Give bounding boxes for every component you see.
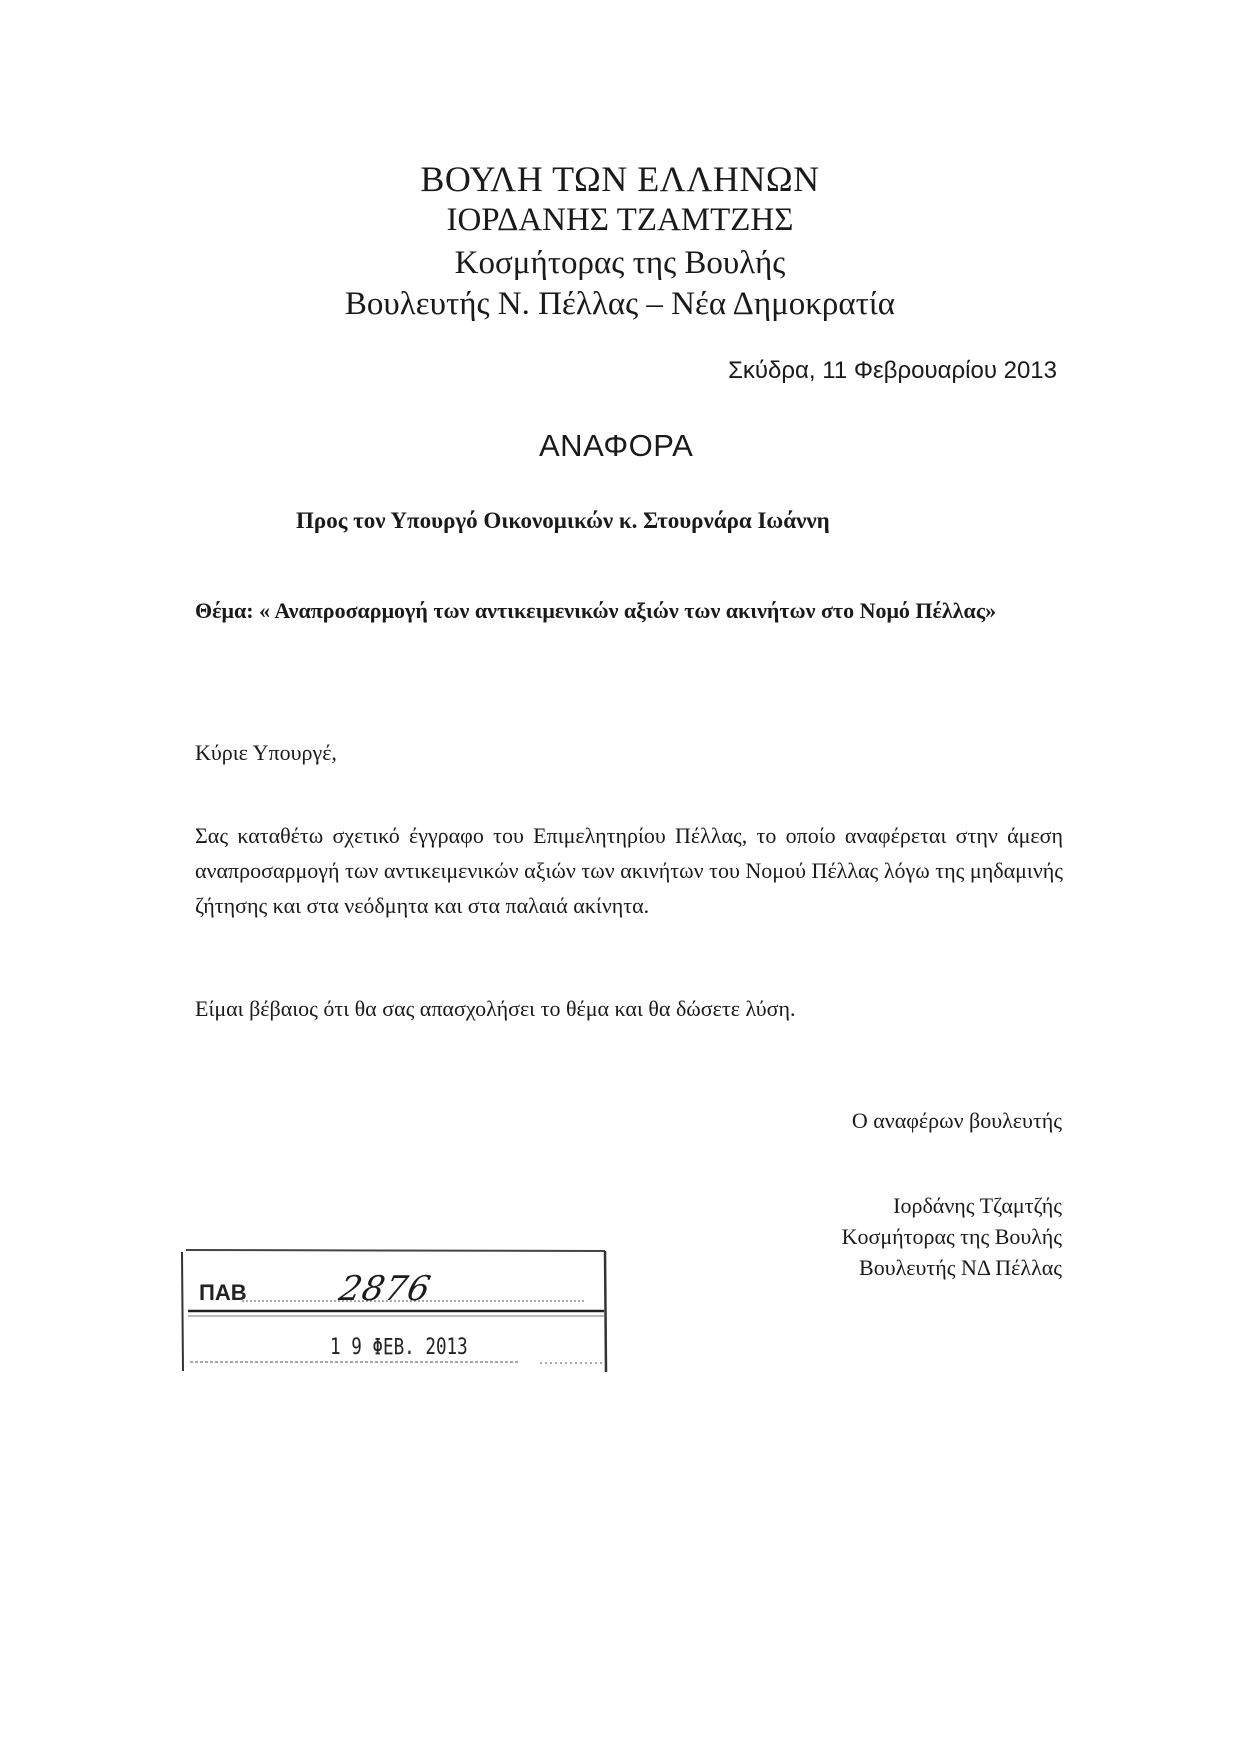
letterhead-constituency: Βουλευτής Ν. Πέλλας – Νέα Δημοκρατία: [344, 286, 896, 322]
signature-name: Ιορδάνης Τζαμτζής: [893, 1193, 1062, 1218]
stamp-registry-number: 2876: [335, 1269, 435, 1309]
recipient-line: Προς τον Υπουργό Οικονομικών κ. Στουρνάρα Ιωάννη: [296, 508, 830, 533]
signature-constituency: Βουλευτής ΝΔ Πέλλας: [859, 1255, 1062, 1280]
place-date: Σκύδρα, 11 Φεβρουαρίου 2013: [728, 357, 1057, 384]
letterhead-institution: ΒΟΥΛΗ ΤΩΝ ΕΛΛΗΝΩΝ: [420, 159, 820, 199]
document-title: ΑΝΑΦΟΡΑ: [539, 428, 694, 463]
stamp-label: ΠΑΒ: [199, 1280, 247, 1305]
salutation: Κύριε Υπουργέ,: [195, 740, 337, 765]
subject-line: Θέμα: « Αναπροσαρμογή των αντικειμενικών αξιών των ακινήτων στο Νομό Πέλλας»: [195, 598, 997, 623]
closing-sentence: Είμαι βέβαιος ότι θα σας απασχολήσει το θέμα και θα δώσετε λύση.: [195, 996, 796, 1021]
signature-block: [842, 1190, 1062, 1283]
letterhead-name: ΙΟΡΔΑΝΗΣ ΤΖΑΜΤΖΗΣ: [446, 202, 794, 238]
body-paragraph: Σας καταθέτω σχετικό έγγραφο του Επιμελητηρίου Πέλλας, το οποίο αναφέρεται στην άμεση αναπροσαρμογή των αντικειμενικών αξιών των ακινήτων του Νομού Πέλλας λόγω της μηδαμινής ζήτησης και στα νεόδμητα και στα παλαιά ακίνητα.: [195, 823, 1063, 918]
registry-stamp: [180, 1247, 610, 1377]
signature-role-line: Ο αναφέρων βουλευτής: [851, 1108, 1062, 1133]
letterhead-role: Κοσμήτορας της Βουλής: [454, 245, 786, 281]
signature-title: Κοσμήτορας της Βουλής: [841, 1224, 1062, 1249]
stamp-date: 1 9 ΦΕΒ. 2013: [330, 1335, 468, 1360]
